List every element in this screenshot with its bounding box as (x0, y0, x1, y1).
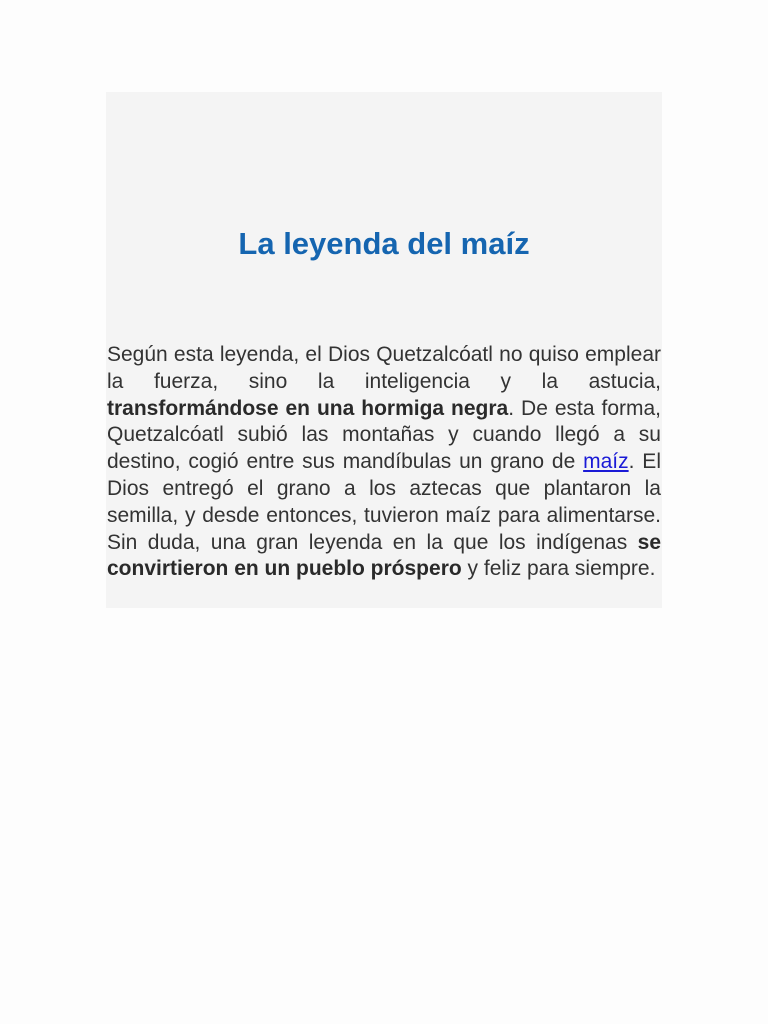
legend-paragraph (107, 342, 661, 583)
page-title: La leyenda del maíz (238, 226, 530, 261)
bold-phrase-pueblo: se convirtieron en un pueblo próspero (107, 530, 661, 581)
paragraph-text-1: Según esta leyenda, el Dios Quetzalcóatl no quiso emplear la fuerza, sino la inteligencia y la astucia, (107, 343, 661, 393)
paragraph-text-4: y feliz para siempre. (461, 557, 656, 581)
paragraph-text-2: . De esta forma, Quetzalcóatl subió las montañas y cuando llegó a su destino, cogió entre sus mandíbulas un grano de (107, 396, 662, 474)
bold-phrase-hormiga: transformándose en una hormiga negra (107, 396, 509, 420)
maiz-link[interactable]: maíz (583, 450, 629, 474)
paragraph-text-3: . El Dios entregó el grano a los aztecas que plantaron la semilla, y desde entonces, tuvieron maíz para alimentarse. Sin duda, una gran leyenda en la que los indígenas (107, 450, 661, 554)
